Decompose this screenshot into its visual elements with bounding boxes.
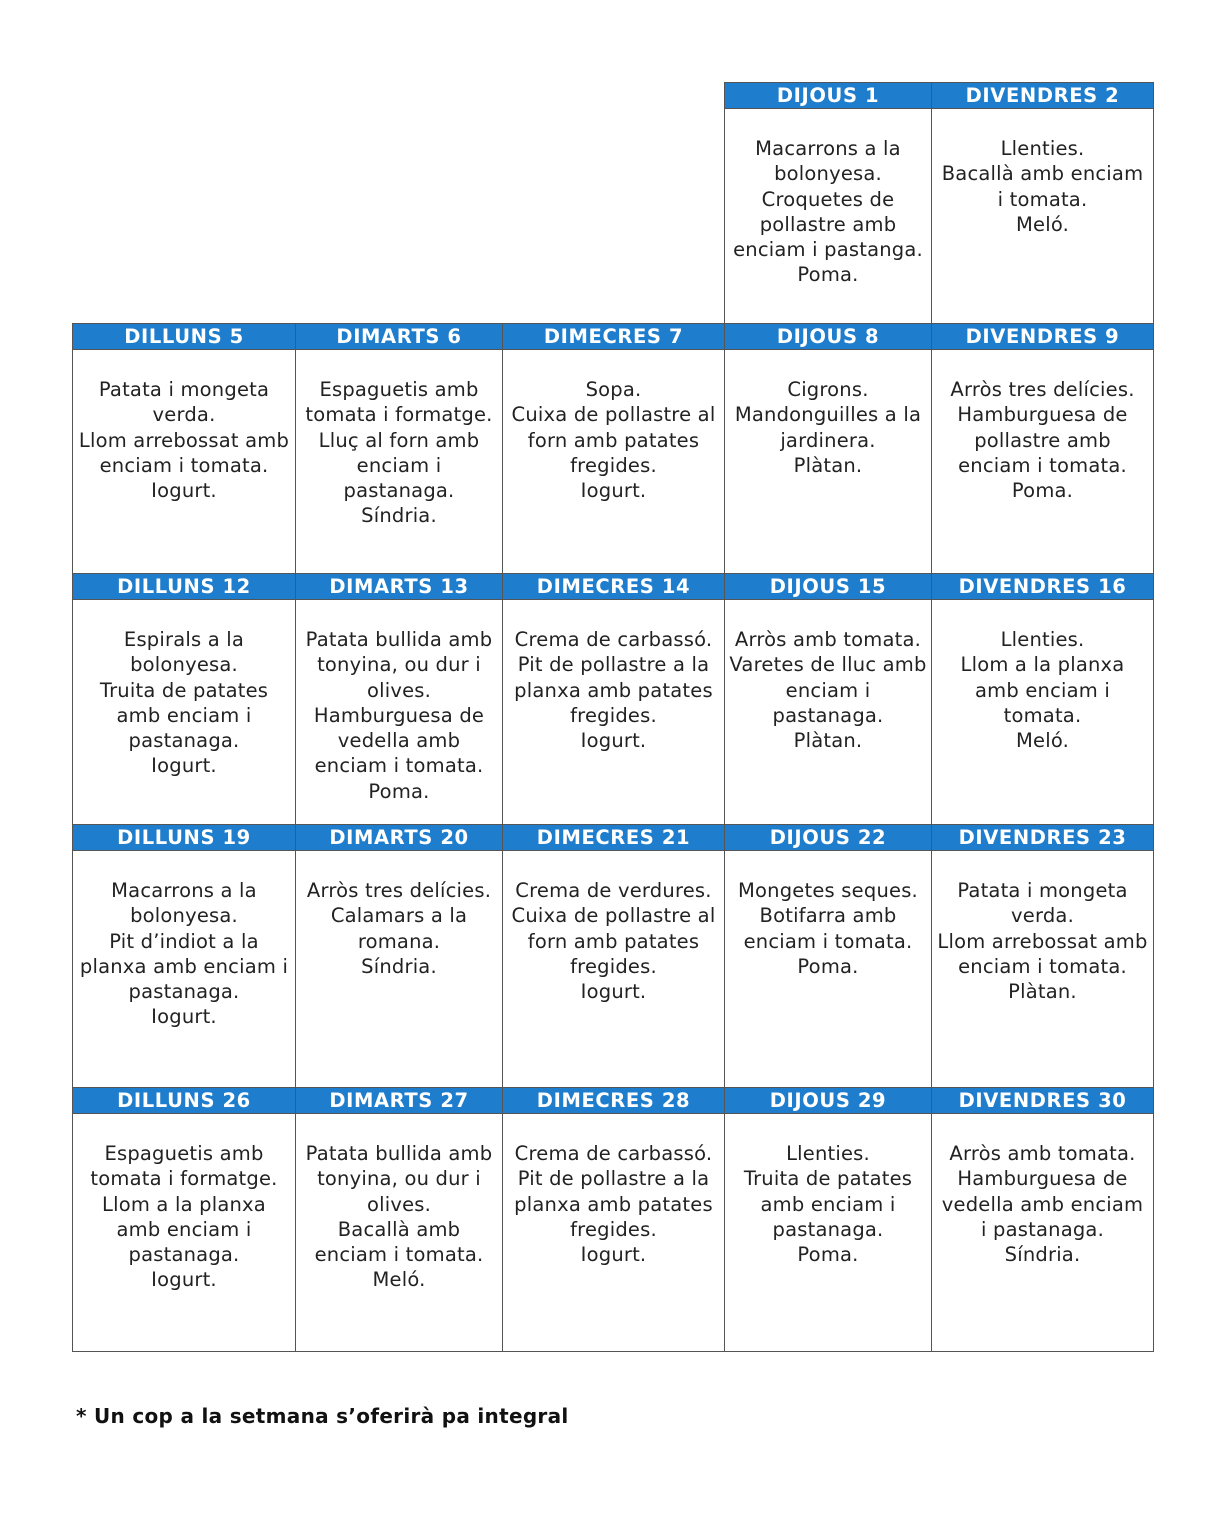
menu-cell bbox=[503, 600, 725, 825]
menu-text: Patata bullida amb tonyina, ou dur i olives. Bacallà amb enciam i tomata. Meló. bbox=[305, 1142, 493, 1292]
day-header: DIMECRES 21 bbox=[503, 825, 725, 851]
menu-cell bbox=[725, 350, 932, 574]
menu-text: Macarrons a la bolonyesa. Pit d’indiot a la planxa amb enciam i pastanaga. Iogurt. bbox=[79, 879, 289, 1029]
menu-text: Arròs amb tomata. Varetes de lluc amb enciam i pastanaga. Plàtan. bbox=[729, 628, 927, 753]
menu-text: Macarrons a la bolonyesa. Croquetes de pollastre amb enciam i pastanga. Poma. bbox=[733, 137, 923, 287]
menu-text: Crema de carbassó. Pit de pollastre a la planxa amb patates fregides. Iogurt. bbox=[514, 628, 713, 753]
menu-text: Patata i mongeta verda. Llom arrebossat amb enciam i tomata. Plàtan. bbox=[937, 879, 1148, 1004]
menu-cell bbox=[725, 1114, 932, 1352]
menu-cell bbox=[932, 109, 1154, 324]
week-4-menu-row bbox=[73, 851, 1154, 1088]
menu-cell bbox=[296, 350, 503, 574]
day-header: DIVENDRES 23 bbox=[932, 825, 1154, 851]
menu-text: Arròs amb tomata. Hamburguesa de vedella amb enciam i pastanaga. Síndria. bbox=[941, 1142, 1144, 1267]
day-header: DIVENDRES 9 bbox=[932, 324, 1154, 350]
day-header: DIMARTS 20 bbox=[296, 825, 503, 851]
day-header: DIMECRES 14 bbox=[503, 574, 725, 600]
empty-menu-cell bbox=[503, 109, 725, 324]
week-3-menu-row bbox=[73, 600, 1154, 825]
menu-cell bbox=[296, 600, 503, 825]
menu-cell bbox=[503, 851, 725, 1088]
empty-menu-cell bbox=[73, 109, 296, 324]
menu-text: Llenties. Truita de patates amb enciam i pastanaga. Poma. bbox=[743, 1142, 913, 1267]
menu-text: Patata i mongeta verda. Llom arrebossat amb enciam i tomata. Iogurt. bbox=[78, 378, 290, 503]
day-header: DIMARTS 6 bbox=[296, 324, 503, 350]
footnote: * Un cop a la setmana s’oferirà pa integral bbox=[76, 1404, 569, 1428]
day-header: DIMECRES 28 bbox=[503, 1088, 725, 1114]
menu-text: Mongetes seques. Botifarra amb enciam i tomata. Poma. bbox=[738, 879, 918, 978]
day-header: DIMECRES 7 bbox=[503, 324, 725, 350]
menu-cell bbox=[725, 851, 932, 1088]
week-1-menu-row bbox=[73, 109, 1154, 324]
empty-header-cell bbox=[73, 83, 296, 109]
menu-cell bbox=[503, 350, 725, 574]
menu-text: Arròs tres delícies. Calamars a la romana. Síndria. bbox=[306, 879, 492, 978]
week-2-menu-row bbox=[73, 350, 1154, 574]
menu-text: Crema de carbassó. Pit de pollastre a la planxa amb patates fregides. Iogurt. bbox=[514, 1142, 713, 1267]
week-3-header-row bbox=[73, 574, 1154, 600]
day-header: DIJOUS 29 bbox=[725, 1088, 932, 1114]
day-header: DIJOUS 15 bbox=[725, 574, 932, 600]
day-header: DILLUNS 12 bbox=[73, 574, 296, 600]
day-header: DIMARTS 13 bbox=[296, 574, 503, 600]
menu-cell bbox=[503, 1114, 725, 1352]
menu-cell bbox=[296, 1114, 503, 1352]
week-4-header-row bbox=[73, 825, 1154, 851]
menu-cell bbox=[73, 600, 296, 825]
menu-text: Sopa. Cuixa de pollastre al forn amb patates fregides. Iogurt. bbox=[511, 378, 716, 503]
menu-cell bbox=[73, 350, 296, 574]
week-5-menu-row bbox=[73, 1114, 1154, 1352]
day-header: DILLUNS 19 bbox=[73, 825, 296, 851]
day-header: DIVENDRES 16 bbox=[932, 574, 1154, 600]
menu-text: Arròs tres delícies. Hamburguesa de pollastre amb enciam i tomata. Poma. bbox=[950, 378, 1135, 503]
week-5-header-row bbox=[73, 1088, 1154, 1114]
day-header: DIJOUS 22 bbox=[725, 825, 932, 851]
menu-cell bbox=[725, 109, 932, 324]
menu-cell bbox=[932, 350, 1154, 574]
day-header: DIJOUS 8 bbox=[725, 324, 932, 350]
menu-cell bbox=[725, 600, 932, 825]
menu-cell bbox=[932, 1114, 1154, 1352]
menu-cell bbox=[73, 1114, 296, 1352]
menu-text: Llenties. Bacallà amb enciam i tomata. Meló. bbox=[941, 137, 1144, 236]
day-header: DILLUNS 5 bbox=[73, 324, 296, 350]
menu-text: Patata bullida amb tonyina, ou dur i olives. Hamburguesa de vedella amb enciam i tomata. Poma. bbox=[305, 628, 493, 803]
week-2-header-row bbox=[73, 324, 1154, 350]
day-header: DIVENDRES 2 bbox=[932, 83, 1154, 109]
menu-cell bbox=[296, 851, 503, 1088]
menu-text: Espaguetis amb tomata i formatge. Lluç al forn amb enciam i pastanaga. Síndria. bbox=[305, 378, 493, 528]
empty-header-cell bbox=[296, 83, 503, 109]
menu-cell bbox=[932, 851, 1154, 1088]
menu-calendar-table bbox=[72, 82, 1154, 1352]
menu-text: Espaguetis amb tomata i formatge. Llom a la planxa amb enciam i pastanaga. Iogurt. bbox=[90, 1142, 278, 1292]
empty-menu-cell bbox=[296, 109, 503, 324]
menu-cell bbox=[932, 600, 1154, 825]
empty-header-cell bbox=[503, 83, 725, 109]
week-1-header-row bbox=[73, 83, 1154, 109]
day-header: DIMARTS 27 bbox=[296, 1088, 503, 1114]
menu-cell bbox=[73, 851, 296, 1088]
menu-text: Espirals a la bolonyesa. Truita de patates amb enciam i pastanaga. Iogurt. bbox=[99, 628, 269, 778]
menu-text: Crema de verdures. Cuixa de pollastre al forn amb patates fregides. Iogurt. bbox=[511, 879, 716, 1004]
menu-text: Llenties. Llom a la planxa amb enciam i tomata. Meló. bbox=[960, 628, 1125, 753]
day-header: DILLUNS 26 bbox=[73, 1088, 296, 1114]
day-header: DIVENDRES 30 bbox=[932, 1088, 1154, 1114]
menu-text: Cigrons. Mandonguilles a la jardinera. Plàtan. bbox=[734, 378, 922, 477]
day-header: DIJOUS 1 bbox=[725, 83, 932, 109]
